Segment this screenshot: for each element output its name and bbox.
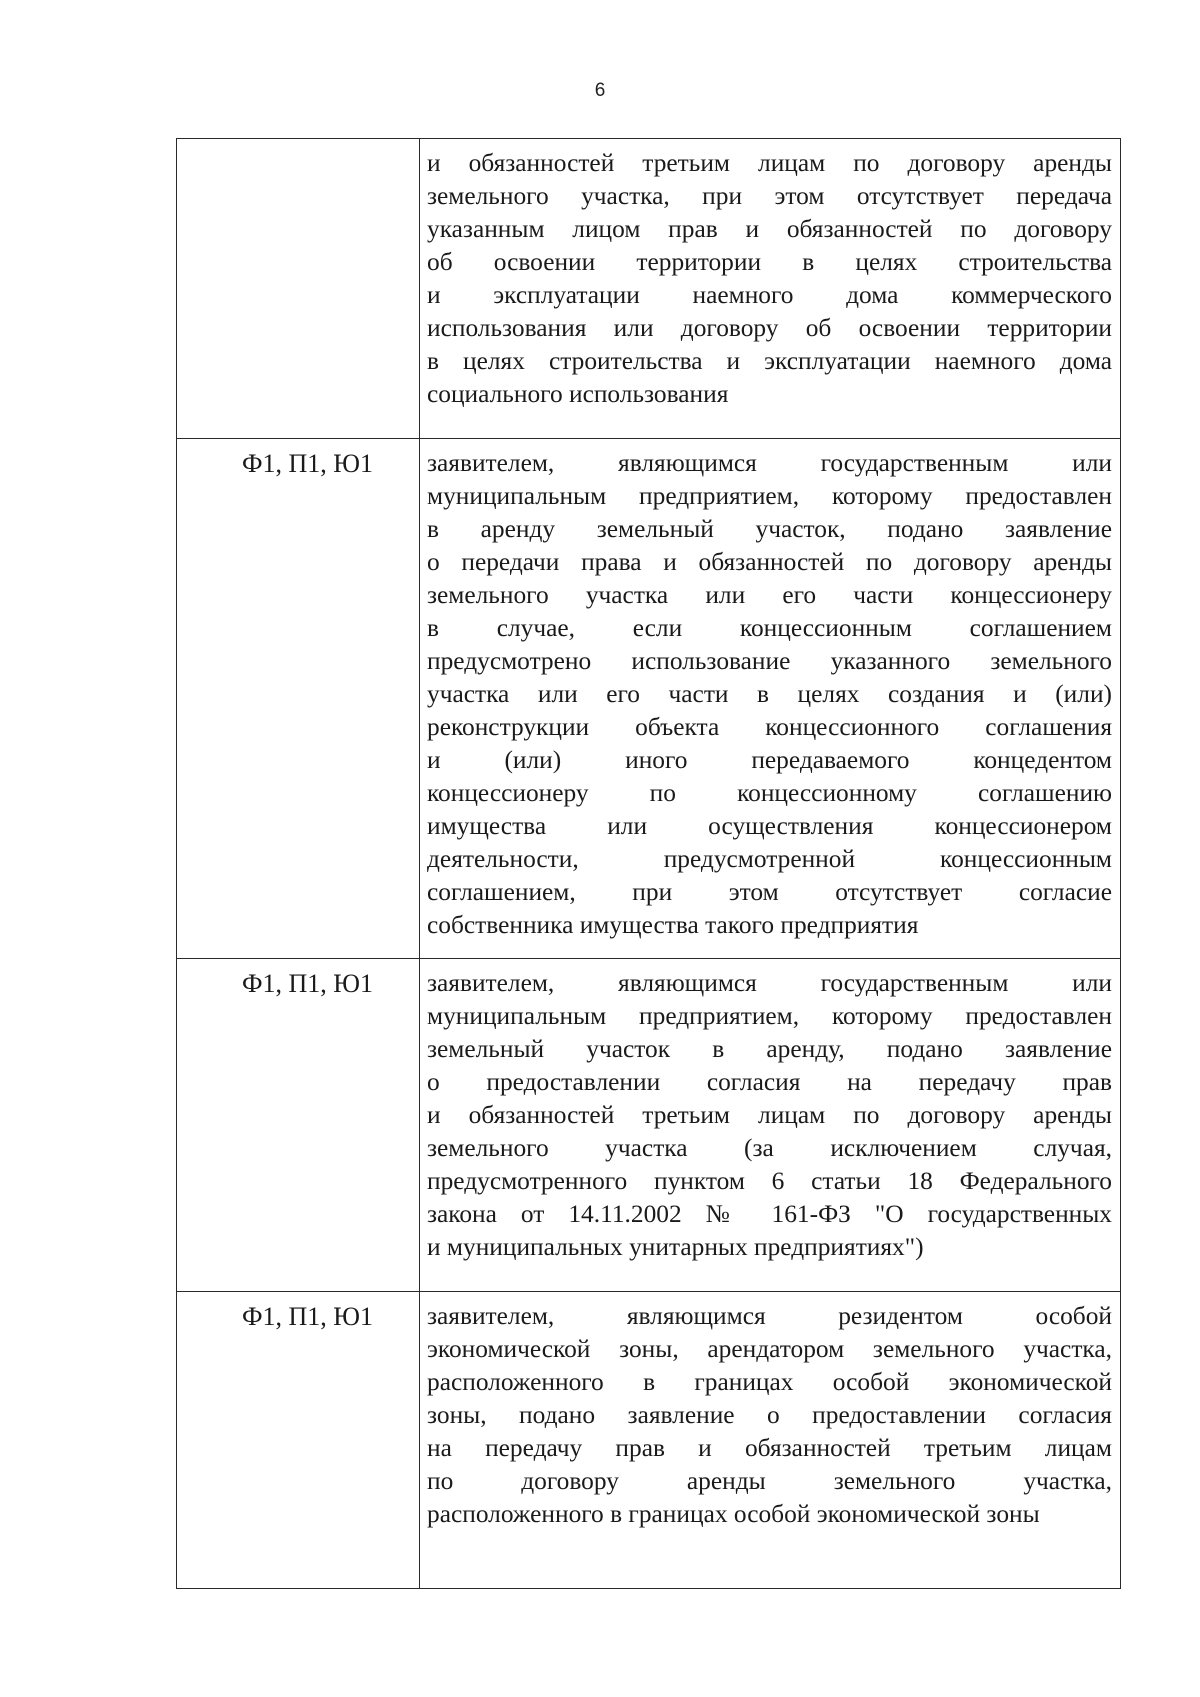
text-line: и муниципальных унитарных предприятиях") [427, 1233, 924, 1261]
text-line: собственника имущества такого предприятия [427, 911, 919, 939]
text-line: муниципальным предприятием, которому предоставлен [427, 482, 1112, 510]
text-line: о передачи права и обязанностей по договору аренды [427, 548, 1112, 576]
text-line: соглашением, при этом отсутствует согласие [427, 878, 1112, 906]
applicant-code-cell [177, 439, 420, 959]
applicant-code: Ф1, П1, Ю1 [241, 1302, 373, 1331]
text-line: и обязанностей третьим лицам по договору аренды [427, 149, 1112, 177]
ground-text-cell [420, 439, 1121, 959]
text-line: в целях строительства и эксплуатации наемного дома [427, 347, 1112, 375]
text-line: имущества или осуществления концессионером [427, 812, 1112, 840]
text-line: реконструкции объекта концессионного соглашения [427, 713, 1112, 741]
text-line: земельного участка, при этом отсутствует передача [427, 182, 1112, 210]
text-line: земельного участка или его части концессионеру [427, 581, 1112, 609]
ground-text-cell [420, 1292, 1121, 1589]
table-row [177, 959, 1121, 1292]
table-row [177, 139, 1121, 439]
applicant-code-cell [177, 959, 420, 1292]
ground-text-cell [420, 139, 1121, 439]
text-line: закона от 14.11.2002 № 161-ФЗ "О государственных [427, 1200, 1112, 1228]
text-line: в аренду земельный участок, подано заявление [427, 515, 1112, 543]
table-row [177, 439, 1121, 959]
text-line: экономической зоны, арендатором земельного участка, [427, 1335, 1112, 1363]
text-line: социального использования [427, 380, 729, 408]
text-line: и эксплуатации наемного дома коммерческого [427, 281, 1112, 309]
text-line: использования или договору об освоении территории [427, 314, 1112, 342]
text-line: и (или) иного передаваемого концедентом [427, 746, 1112, 774]
applicant-code: Ф1, П1, Ю1 [241, 449, 373, 478]
grounds-table [176, 138, 1121, 1589]
page-number: 6 [594, 80, 606, 101]
text-line: указанным лицом прав и обязанностей по договору [427, 215, 1112, 243]
text-line: расположенного в границах особой экономической зоны [427, 1500, 1040, 1528]
text-line: расположенного в границах особой экономической [427, 1368, 1112, 1396]
applicant-code [177, 139, 373, 147]
ground-text-cell [420, 959, 1121, 1292]
text-line: предусмотрено использование указанного земельного [427, 647, 1112, 675]
text-line: земельный участок в аренду, подано заявление [427, 1035, 1112, 1063]
text-line: участка или его части в целях создания и (или) [427, 680, 1112, 708]
text-line: заявителем, являющимся резидентом особой [427, 1302, 1112, 1330]
text-line: на передачу прав и обязанностей третьим лицам [427, 1434, 1112, 1462]
applicant-code-cell [177, 139, 420, 439]
text-line: заявителем, являющимся государственным или [427, 969, 1112, 997]
text-line: и обязанностей третьим лицам по договору аренды [427, 1101, 1112, 1129]
text-line: деятельности, предусмотренной концессионным [427, 845, 1112, 873]
text-line: зоны, подано заявление о предоставлении согласия [427, 1401, 1112, 1429]
text-line: в случае, если концессионным соглашением [427, 614, 1112, 642]
applicant-code: Ф1, П1, Ю1 [241, 969, 373, 998]
applicant-code-cell [177, 1292, 420, 1589]
text-line: предусмотренного пунктом 6 статьи 18 Федерального [427, 1167, 1112, 1195]
text-line: концессионеру по концессионному соглашению [427, 779, 1112, 807]
text-line: земельного участка (за исключением случая, [427, 1134, 1112, 1162]
text-line: заявителем, являющимся государственным или [427, 449, 1112, 477]
text-line: муниципальным предприятием, которому предоставлен [427, 1002, 1112, 1030]
text-line: о предоставлении согласия на передачу прав [427, 1068, 1112, 1096]
table-row [177, 1292, 1121, 1589]
text-line: по договору аренды земельного участка, [427, 1467, 1112, 1495]
text-line: об освоении территории в целях строительства [427, 248, 1112, 276]
